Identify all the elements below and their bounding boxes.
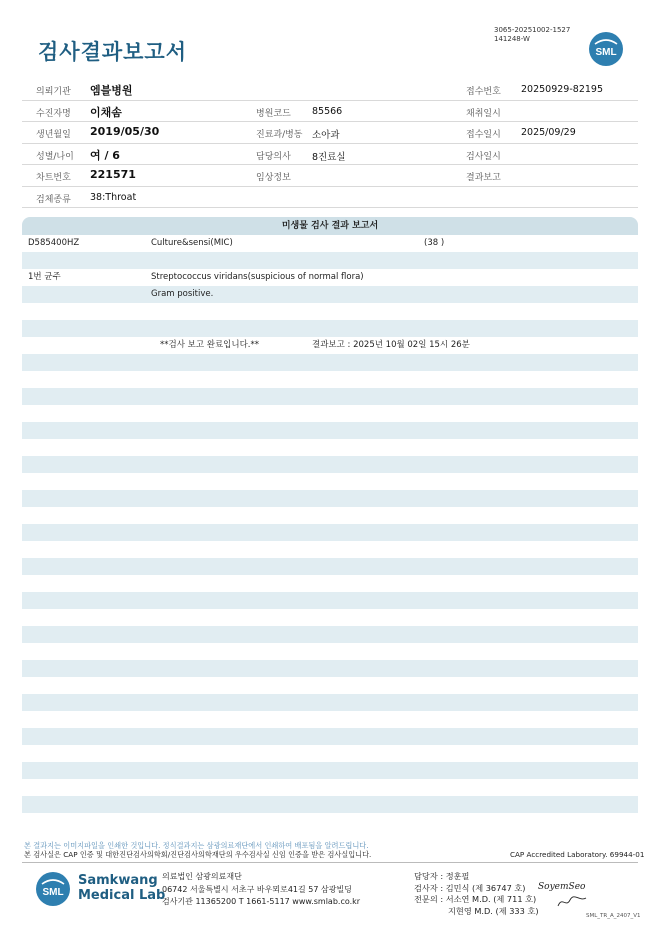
info-value: 8진료실 <box>312 151 346 163</box>
address: 06742 서울특별시 서초구 바우뫼로41길 57 삼광빌딩 <box>162 884 352 894</box>
info-row <box>22 187 638 209</box>
empty-row <box>22 609 638 626</box>
staff-specialist-2: 지현영 M.D. (제 333 호) <box>448 905 539 916</box>
accreditation-notice: 본 검사실은 CAP 인증 및 대한진단검사의학회/진단검사의학재단의 우수검사실 신임 인증을 받은 검사실입니다. <box>24 850 372 859</box>
info-value: 2019/05/30 <box>90 125 160 138</box>
footer-divider <box>22 862 638 863</box>
info-row <box>22 165 638 187</box>
brand-name-line2: Medical Lab <box>78 888 166 903</box>
info-value: 엠블병원 <box>90 84 133 97</box>
info-label: 수진자명 <box>36 108 71 119</box>
document-title: 검사결과보고서 <box>38 40 188 64</box>
cap-accreditation: CAP Accredited Laboratory. 69944-01 <box>510 850 645 859</box>
empty-row <box>22 558 638 575</box>
empty-row <box>22 371 638 388</box>
staff-tester: 검사자 : 김민식 (제 36747 호) <box>414 882 526 893</box>
empty-row <box>22 626 638 643</box>
gram-row <box>22 286 638 303</box>
empty-row <box>22 456 638 473</box>
staff-list <box>414 871 539 917</box>
organism-name: Streptococcus viridans(suspicious of normal flora) <box>151 272 364 282</box>
gram-result: Gram positive. <box>151 289 214 299</box>
info-value: 여 / 6 <box>90 148 120 162</box>
info-row <box>22 144 638 166</box>
empty-row <box>22 779 638 796</box>
info-label: 접수일시 <box>466 130 501 140</box>
empty-row <box>22 762 638 779</box>
sml-logo-text: SML <box>595 47 617 58</box>
info-value: 221571 <box>90 168 136 181</box>
foundation-address <box>162 871 360 909</box>
foundation-name: 의료법인 삼광의료재단 <box>162 872 242 881</box>
document-id <box>494 26 584 44</box>
info-value: 38:Throat <box>90 191 137 203</box>
empty-row <box>22 711 638 728</box>
info-label: 결과보고 <box>466 173 501 183</box>
sml-logo <box>589 32 623 66</box>
info-label: 생년월일 <box>36 130 71 140</box>
image-copy-notice: 본 결과지는 이미지파일을 인쇄한 것입니다. 정식결과지는 삼광의료재단에서 인쇄하여 배포됨을 알려드립니다. <box>24 841 369 850</box>
signature-scribble <box>558 897 586 906</box>
empty-row <box>22 694 638 711</box>
info-value: 85566 <box>312 105 343 117</box>
organism-row <box>22 269 638 286</box>
empty-row <box>22 439 638 456</box>
sml-footer-logo-text: SML <box>42 887 64 898</box>
empty-row <box>22 422 638 439</box>
result-heading: 미생물 검사 결과 보고서 <box>22 217 638 235</box>
info-label: 의뢰기관 <box>36 87 71 97</box>
info-label: 검사일시 <box>466 151 501 162</box>
blank-row <box>22 252 638 269</box>
report-time: 결과보고 : 2025년 10월 02일 15시 26분 <box>312 340 470 350</box>
completion-row <box>22 337 638 354</box>
info-label: 담당의사 <box>256 151 291 162</box>
info-row <box>22 122 638 144</box>
document-id-line2: 141248-W <box>494 35 530 43</box>
info-label: 병원코드 <box>256 108 291 119</box>
info-label: 임상정보 <box>256 173 291 183</box>
empty-row <box>22 660 638 677</box>
empty-row <box>22 643 638 660</box>
signatures <box>536 878 596 916</box>
info-value: 소아과 <box>312 130 340 141</box>
info-label: 진료과/병동 <box>256 130 303 140</box>
info-label: 성별/나이 <box>36 151 74 162</box>
empty-row <box>22 388 638 405</box>
form-code: SML_TR_A_2407_V1 <box>586 913 641 919</box>
empty-row <box>22 473 638 490</box>
blank-row <box>22 320 638 337</box>
empty-row <box>22 354 638 371</box>
info-row <box>22 79 638 101</box>
empty-row <box>22 524 638 541</box>
empty-row <box>22 677 638 694</box>
info-value: 2025/09/29 <box>521 127 576 138</box>
patient-info-table <box>22 79 638 208</box>
empty-row <box>22 507 638 524</box>
staff-specialist-1: 전문의 : 서소연 M.D. (제 711 호) <box>414 894 537 904</box>
test-extra: (38 ) <box>424 238 445 248</box>
signature-soyeon: SoyemSeo <box>538 882 586 892</box>
info-label: 검체종류 <box>36 194 71 205</box>
empty-row <box>22 728 638 745</box>
completion-message: **검사 보고 완료입니다.** <box>160 340 260 350</box>
test-code: D585400HZ <box>28 238 80 248</box>
empty-row <box>22 575 638 592</box>
empty-row <box>22 592 638 609</box>
empty-row <box>22 490 638 507</box>
staff-manager: 담당자 : 정훈필 <box>414 871 470 881</box>
info-row <box>22 101 638 123</box>
empty-row <box>22 541 638 558</box>
microbiology-result-section <box>22 217 638 813</box>
empty-row <box>22 405 638 422</box>
test-name: Culture&sensi(MIC) <box>151 238 233 248</box>
empty-row <box>22 796 638 813</box>
info-value: 이채솜 <box>90 105 122 119</box>
test-row <box>22 235 638 252</box>
sml-footer-logo <box>36 872 70 906</box>
contact: 검사기관 11365200 T 1661-5117 www.smlab.co.kr <box>162 897 361 906</box>
info-label: 채취일시 <box>466 108 501 119</box>
empty-result-rows <box>22 354 638 813</box>
empty-row <box>22 745 638 762</box>
info-value: 20250929-82195 <box>521 84 604 95</box>
document-id-line1: 3065-20251002-1527 <box>494 26 571 34</box>
info-label: 차트번호 <box>36 173 71 183</box>
brand-name-line1: Samkwang <box>78 873 158 888</box>
info-label: 접수번호 <box>466 87 501 97</box>
blank-row <box>22 303 638 320</box>
organism-label: 1번 균주 <box>28 272 61 282</box>
